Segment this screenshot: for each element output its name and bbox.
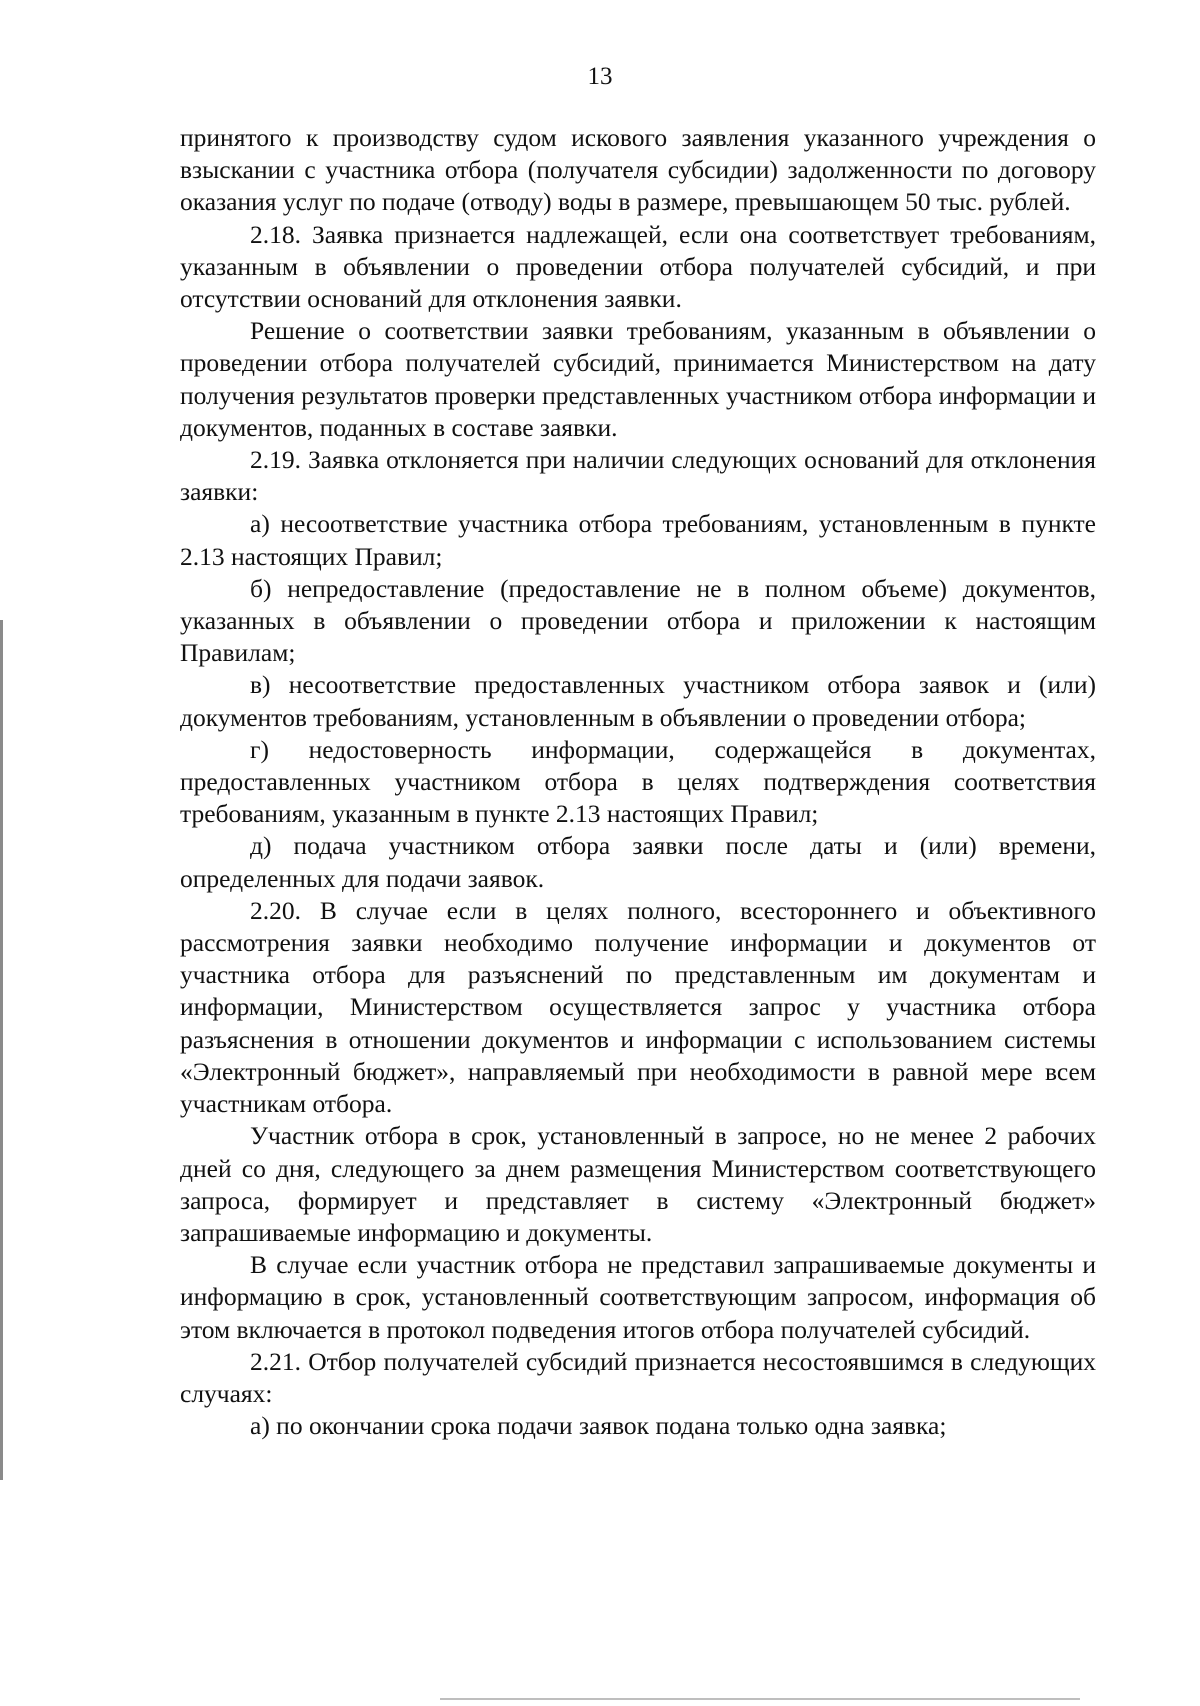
paragraph-2-19: 2.19. Заявка отклоняется при наличии следующих оснований для отклонения заявки: <box>180 445 1096 507</box>
list-item-v: в) несоответствие предоставленных участником отбора заявок и (или) документов требованиям, установленным в объявлении о проведении отбора; <box>180 670 1096 732</box>
scan-edge-mark <box>0 620 3 1480</box>
document-body <box>180 122 1096 1442</box>
paragraph-participant-deadline: Участник отбора в срок, установленный в запросе, но не менее 2 рабочих дней со дня, следующего за днем размещения Министерством соответствующего запроса, формирует и представляет в систему «Электронный бюджет» запрашиваемые информацию и документы. <box>180 1121 1096 1247</box>
list-item-a: а) несоответствие участника отбора требованиям, установленным в пункте 2.13 настоящих Правил; <box>180 509 1096 571</box>
list-item-a-single-application: а) по окончании срока подачи заявок подана только одна заявка; <box>250 1411 947 1441</box>
list-item-g: г) недостоверность информации, содержащейся в документах, предоставленных участником отбора в целях подтверждения соответствия требованиям, указанным в пункте 2.13 настоящих Правил; <box>180 734 1096 829</box>
paragraph-2-18: 2.18. Заявка признается надлежащей, если она соответствует требованиям, указанным в объявлении о проведении отбора получателей субсидий, и при отсутствии оснований для отклонения заявки. <box>180 219 1096 314</box>
paragraph-continuation: принятого к производству судом искового заявления указанного учреждения о взыскании с участника отбора (получателя субсидии) задолженности по договору оказания услуг по подаче (отводу) воды в размере, превышающем 50 тыс. рублей. <box>180 123 1096 217</box>
paragraph-not-submitted: В случае если участник отбора не представил запрашиваемые документы и информацию в срок, установленный соответствующим запросом, информация об этом включается в протокол подведения итогов отбора получателей субсидий. <box>180 1250 1096 1344</box>
list-item-d: д) подача участником отбора заявки после даты и (или) времени, определенных для подачи заявок. <box>180 831 1096 893</box>
list-item-b: б) непредоставление (предоставление не в полном объеме) документов, указанных в объявлении о проведении отбора и приложении к настоящим Правилам; <box>180 573 1096 668</box>
page-number: 13 <box>587 63 613 90</box>
paragraph-2-20: 2.20. В случае если в целях полного, всестороннего и объективного рассмотрения заявки необходимо получение информации и документов от участника отбора для разъяснений по представленным им документам и информации, Министерством осуществляется запрос у участника отбора разъяснения в отношении документов и информации с использованием системы «Электронный бюджет», направляемый при необходимости в равной мере всем участникам отбора. <box>180 895 1096 1119</box>
paragraph-2-21: 2.21. Отбор получателей субсидий признается несостоявшимся в следующих случаях: <box>180 1346 1096 1408</box>
paragraph-decision: Решение о соответствии заявки требованиям, указанным в объявлении о проведении отбора получателей субсидий, принимается Министерством на дату получения результатов проверки представленных участником отбора информации и документов, поданных в составе заявки. <box>180 316 1096 442</box>
scan-bottom-mark <box>440 1698 1080 1700</box>
